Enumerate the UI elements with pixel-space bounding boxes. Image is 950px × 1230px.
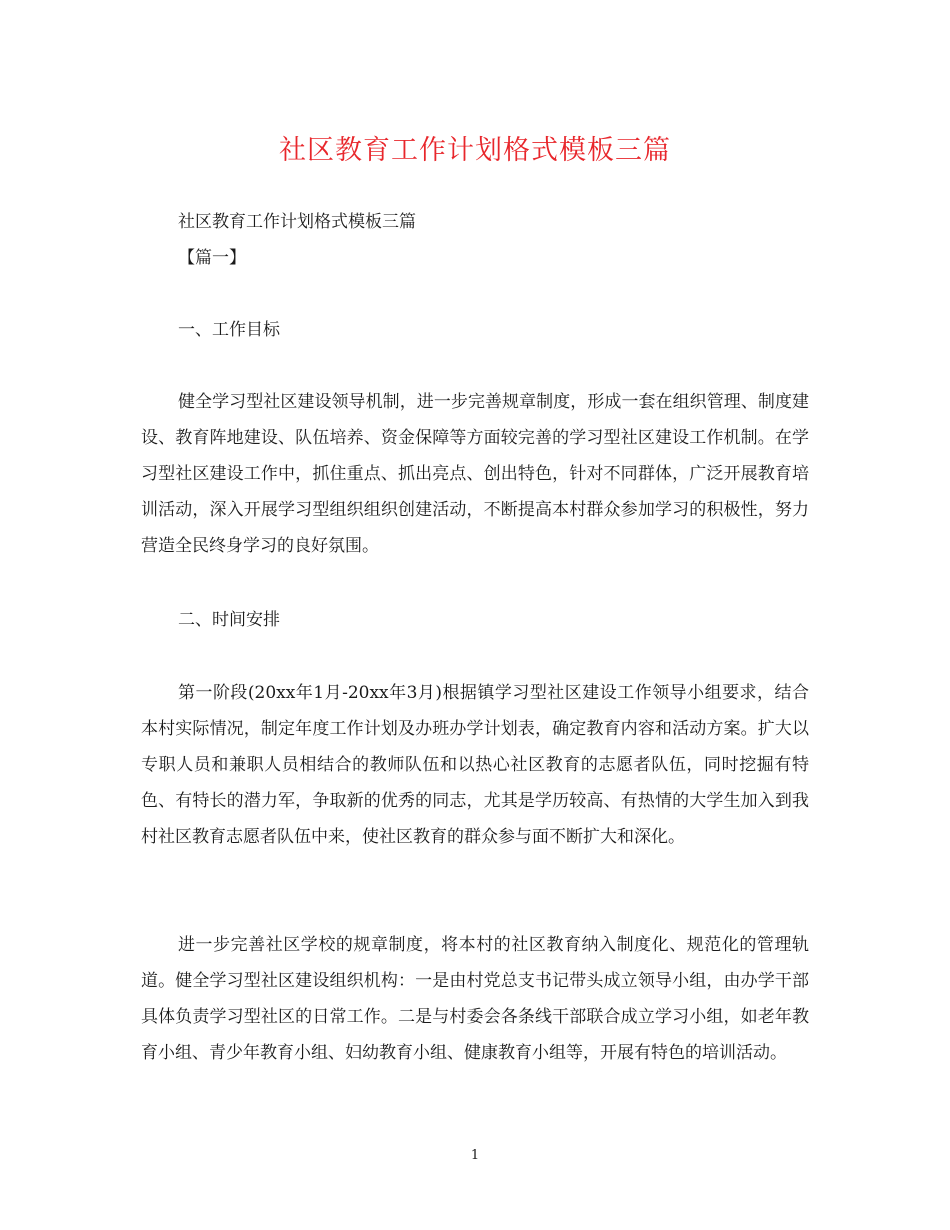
paragraph-regulations: 进一步完善社区学校的规章制度，将本村的社区教育纳入制度化、规范化的管理轨道。健全学习型社区建设组织机构：一是由村党总支书记带头成立领导小组，由办学干部具体负责学习型社区的日常工作。二是与村委会各条线干部联合成立学习小组，如老年教育小组、青少年教育小组、妇幼教育小组、健康教育小组等，开展有特色的培训活动。	[141, 935, 809, 1063]
paragraph-goals: 健全学习型社区建设领导机制，进一步完善规章制度，形成一套在组织管理、制度建设、教育阵地建设、队伍培养、资金保障等方面较完善的学习型社区建设工作机制。在学习型社区建设工作中，抓住重点、抓出亮点、创出特色，针对不同群体，广泛开展教育培训活动，深入开展学习型组织组织创建活动，不断提高本村群众参加学习的积极性，努力营造全民终身学习的良好氛围。	[141, 392, 809, 556]
document-subtitle: 社区教育工作计划格式模板三篇	[178, 212, 416, 232]
section-heading-schedule: 二、时间安排	[178, 610, 280, 630]
part-label: 【篇一】	[178, 248, 246, 268]
page-number: 1	[470, 1148, 480, 1163]
paragraph-phase-one: 第一阶段(20xx年1月-20xx年3月)根据镇学习型社区建设工作领导小组要求，结合本村实际情况，制定年度工作计划及办班办学计划表，确定教育内容和活动方案。扩大以专职人员和兼职人员相结合的教师队伍和以热心社区教育的志愿者队伍，同时挖掘有特色、有特长的潜力军，争取新的优秀的同志，尤其是学历较高、有热情的大学生加入到我村社区教育志愿者队伍中来，使社区教育的群众参与面不断扩大和深化。	[141, 683, 809, 847]
document-title: 社区教育工作计划格式模板三篇	[279, 135, 671, 166]
section-heading-goals: 一、工作目标	[178, 320, 280, 340]
